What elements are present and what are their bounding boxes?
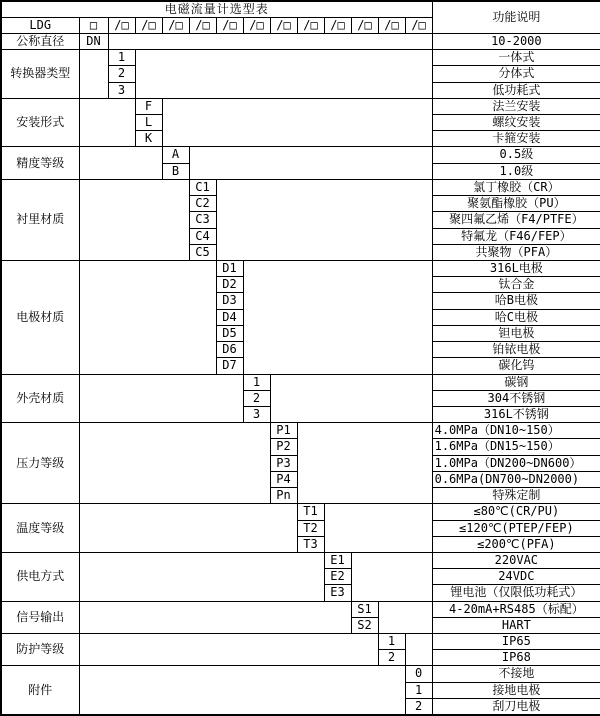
model-prefix: LDG	[1, 17, 79, 33]
model-slot: /□	[162, 17, 189, 33]
code-cell: T2	[297, 520, 324, 536]
model-slot: /□	[297, 17, 324, 33]
description-cell: 钛合金	[432, 277, 600, 293]
code-cell: E3	[324, 585, 351, 601]
code-cell: 1	[405, 682, 432, 698]
description-cell: 不接地	[432, 666, 600, 682]
code-cell: C2	[189, 196, 216, 212]
description-cell: 铂铱电极	[432, 342, 600, 358]
description-cell: 特氟龙（F46/FEP）	[432, 228, 600, 244]
description-cell: 分体式	[432, 66, 600, 82]
code-cell: C1	[189, 179, 216, 195]
category-label: 防护等级	[1, 634, 79, 666]
code-cell: 1	[243, 374, 270, 390]
description-cell: 0.6MPa(DN700~DN2000)	[432, 471, 600, 487]
code-cell: 1	[378, 634, 405, 650]
description-cell: 共聚物（PFA）	[432, 244, 600, 260]
empty-cell	[405, 634, 432, 666]
code-cell: DN	[79, 33, 108, 49]
description-cell: ≤80℃(CR/PU)	[432, 504, 600, 520]
code-cell: 1	[108, 50, 135, 66]
description-cell: 刮刀电极	[432, 698, 600, 715]
empty-cell	[79, 98, 135, 147]
model-slot: /□	[378, 17, 405, 33]
description-cell: 接地电极	[432, 682, 600, 698]
code-cell: S1	[351, 601, 378, 617]
empty-cell	[79, 552, 324, 601]
category-label: 附件	[1, 666, 79, 715]
description-cell: 304不锈钢	[432, 390, 600, 406]
empty-cell	[79, 423, 270, 504]
code-cell: 2	[378, 650, 405, 666]
code-cell: D6	[216, 342, 243, 358]
code-cell: T1	[297, 504, 324, 520]
category-label: 供电方式	[1, 552, 79, 601]
model-slot: /□	[270, 17, 297, 33]
description-cell: 卡箍安装	[432, 131, 600, 147]
model-base-box: □	[79, 17, 108, 33]
description-cell: 220VAC	[432, 552, 600, 568]
code-cell: P4	[270, 471, 297, 487]
description-cell: 316L不锈钢	[432, 406, 600, 422]
description-cell: 低功耗式	[432, 82, 600, 98]
code-cell: B	[162, 163, 189, 179]
model-slot: /□	[324, 17, 351, 33]
empty-cell	[189, 147, 432, 179]
description-cell: 1.0级	[432, 163, 600, 179]
function-column-header: 功能说明	[432, 1, 600, 33]
empty-cell	[79, 601, 351, 633]
empty-cell	[378, 601, 432, 633]
description-cell: IP65	[432, 634, 600, 650]
code-cell: D5	[216, 325, 243, 341]
category-label: 电极材质	[1, 261, 79, 375]
description-cell: HART	[432, 617, 600, 633]
model-slot: /□	[405, 17, 432, 33]
description-cell: 4-20mA+RS485（标配）	[432, 601, 600, 617]
code-cell: E1	[324, 552, 351, 568]
empty-cell	[79, 179, 189, 260]
code-cell: 3	[243, 406, 270, 422]
description-cell: 哈B电极	[432, 293, 600, 309]
code-cell: 2	[108, 66, 135, 82]
model-slot: /□	[216, 17, 243, 33]
empty-cell	[216, 179, 432, 260]
code-cell: 2	[243, 390, 270, 406]
description-cell: 聚四氟乙烯（F4/PTFE）	[432, 212, 600, 228]
empty-cell	[270, 374, 432, 423]
description-cell: 316L电极	[432, 261, 600, 277]
code-cell: A	[162, 147, 189, 163]
code-cell: D2	[216, 277, 243, 293]
empty-cell	[79, 634, 378, 666]
description-cell: 螺纹安装	[432, 115, 600, 131]
empty-cell	[79, 374, 243, 423]
category-label: 外壳材质	[1, 374, 79, 423]
code-cell: D4	[216, 309, 243, 325]
description-cell: 一体式	[432, 50, 600, 66]
model-slot: /□	[135, 17, 162, 33]
category-label: 公称直径	[1, 33, 79, 49]
empty-cell	[108, 33, 432, 49]
description-cell: 10-2000	[432, 33, 600, 49]
description-cell: 碳化钨	[432, 358, 600, 374]
code-cell: T3	[297, 536, 324, 552]
code-cell: K	[135, 131, 162, 147]
category-label: 温度等级	[1, 504, 79, 553]
empty-cell	[79, 50, 108, 99]
code-cell: L	[135, 115, 162, 131]
category-label: 信号输出	[1, 601, 79, 633]
code-cell: P2	[270, 439, 297, 455]
code-cell: C5	[189, 244, 216, 260]
category-label: 精度等级	[1, 147, 79, 179]
model-slot: /□	[243, 17, 270, 33]
code-cell: E2	[324, 569, 351, 585]
code-cell: D3	[216, 293, 243, 309]
model-slot: /□	[351, 17, 378, 33]
empty-cell	[79, 147, 162, 179]
code-cell: F	[135, 98, 162, 114]
code-cell: Pn	[270, 488, 297, 504]
empty-cell	[324, 504, 432, 553]
table-title: 电磁流量计选型表	[1, 1, 432, 17]
code-cell: 2	[405, 698, 432, 715]
code-cell: P3	[270, 455, 297, 471]
description-cell: 1.6MPa（DN15~150）	[432, 439, 600, 455]
description-cell: 氯丁橡胶（CR）	[432, 179, 600, 195]
code-cell: 3	[108, 82, 135, 98]
code-cell: P1	[270, 423, 297, 439]
code-cell: S2	[351, 617, 378, 633]
description-cell: 哈C电极	[432, 309, 600, 325]
empty-cell	[79, 504, 297, 553]
empty-cell	[79, 666, 405, 715]
description-cell: 钽电极	[432, 325, 600, 341]
empty-cell	[297, 423, 432, 504]
code-cell: D7	[216, 358, 243, 374]
description-cell: 聚氨酯橡胶（PU）	[432, 196, 600, 212]
description-cell: 法兰安装	[432, 98, 600, 114]
description-cell: 1.0MPa（DN200~DN600）	[432, 455, 600, 471]
empty-cell	[79, 261, 216, 375]
description-cell: 24VDC	[432, 569, 600, 585]
category-label: 转换器类型	[1, 50, 79, 99]
description-cell: 特殊定制	[432, 488, 600, 504]
code-cell: C3	[189, 212, 216, 228]
model-slot: /□	[189, 17, 216, 33]
model-slot: /□	[108, 17, 135, 33]
category-label: 衬里材质	[1, 179, 79, 260]
code-cell: 0	[405, 666, 432, 682]
description-cell: ≤200℃(PFA)	[432, 536, 600, 552]
category-label: 压力等级	[1, 423, 79, 504]
empty-cell	[162, 98, 432, 147]
code-cell: C4	[189, 228, 216, 244]
description-cell: ≤120℃(PTEP/FEP)	[432, 520, 600, 536]
empty-cell	[351, 552, 432, 601]
description-cell: 0.5级	[432, 147, 600, 163]
description-cell: 锂电池（仅限低功耗式）	[432, 585, 600, 601]
description-cell: 碳钢	[432, 374, 600, 390]
empty-cell	[135, 50, 432, 99]
description-cell: 4.0MPa（DN10~150）	[432, 423, 600, 439]
code-cell: D1	[216, 261, 243, 277]
category-label: 安装形式	[1, 98, 79, 147]
empty-cell	[243, 261, 432, 375]
description-cell: IP68	[432, 650, 600, 666]
